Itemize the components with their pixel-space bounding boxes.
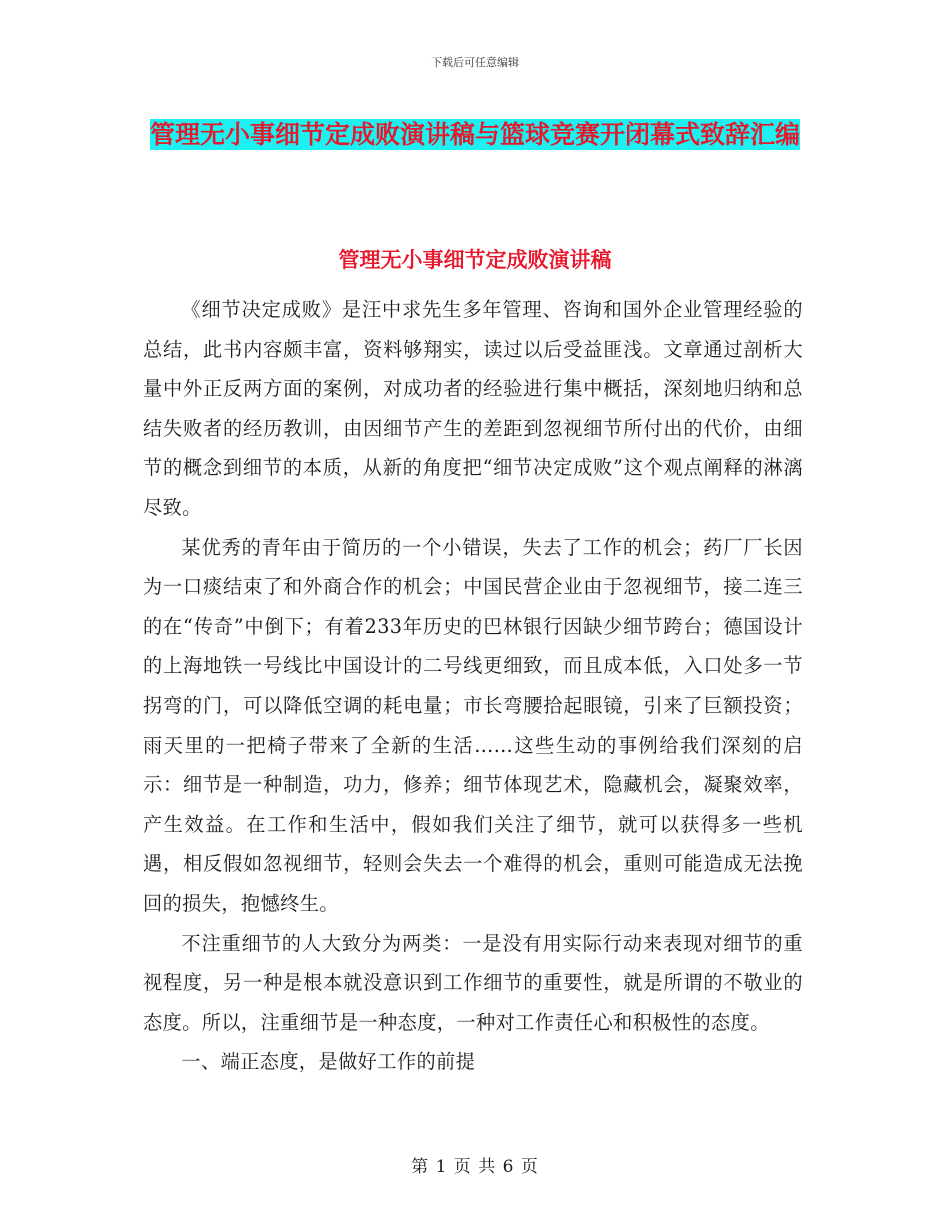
document-title (140, 108, 810, 161)
section-title: 管理无小事细节定成败演讲稿 (338, 248, 612, 272)
paragraph: 不注重细节的人大致分为两类：一是没有用实际行动来表现对细节的重视程度，另一种是根本就没意识到工作细节的重要性，就是所谓的不敬业的态度。所以，注重细节是一种态度，一种对工作责任心和积极性的态度。 (143, 931, 803, 1034)
paragraph: 《细节决定成败》是汪中求先生多年管理、咨询和国外企业管理经验的总结，此书内容颇丰富，资料够翔实，读过以后受益匪浅。文章通过剖析大量中外正反两方面的案例，对成功者的经验进行集中概括，深刻地归纳和总结失败者的经历教训，由因细节产生的差距到忽视细节所付出的代价，由细节的概念到细节的本质，从新的角度把“细节决定成败”这个观点阐释的淋漓尽致。 (143, 298, 803, 519)
page-footer: 第 1 页 共 6 页 (411, 1157, 539, 1177)
body-text (143, 290, 803, 1082)
header-note: 下载后可任意编辑 (431, 56, 519, 69)
paragraph: 一、端正态度，是做好工作的前提 (181, 1050, 476, 1074)
paragraph: 某优秀的青年由于简历的一个小错误，失去了工作的机会；药厂厂长因为一口痰结束了和外商合作的机会；中国民营企业由于忽视细节，接二连三的在“传奇”中倒下；有着233年历史的巴林银行因缺少细节跨台；德国设计的上海地铁一号线比中国设计的二号线更细致，而且成本低，入口处多一节拐弯的门，可以降低空调的耗电量；市长弯腰拾起眼镜，引来了巨额投资；雨天里的一把椅子带来了全新的生活……这些生动的事例给我们深刻的启示：细节是一种制造，功力，修养；细节体现艺术，隐藏机会，凝聚效率，产生效益。在工作和生活中，假如我们关注了细节，就可以获得多一些机遇，相反假如忽视细节，轻则会失去一个难得的机会，重则可能造成无法挽回的损失，抱憾终生。 (143, 535, 803, 915)
document-title-text: 管理无小事细节定成败演讲稿与篮球竞赛开闭幕式致辞汇编 (149, 120, 800, 149)
